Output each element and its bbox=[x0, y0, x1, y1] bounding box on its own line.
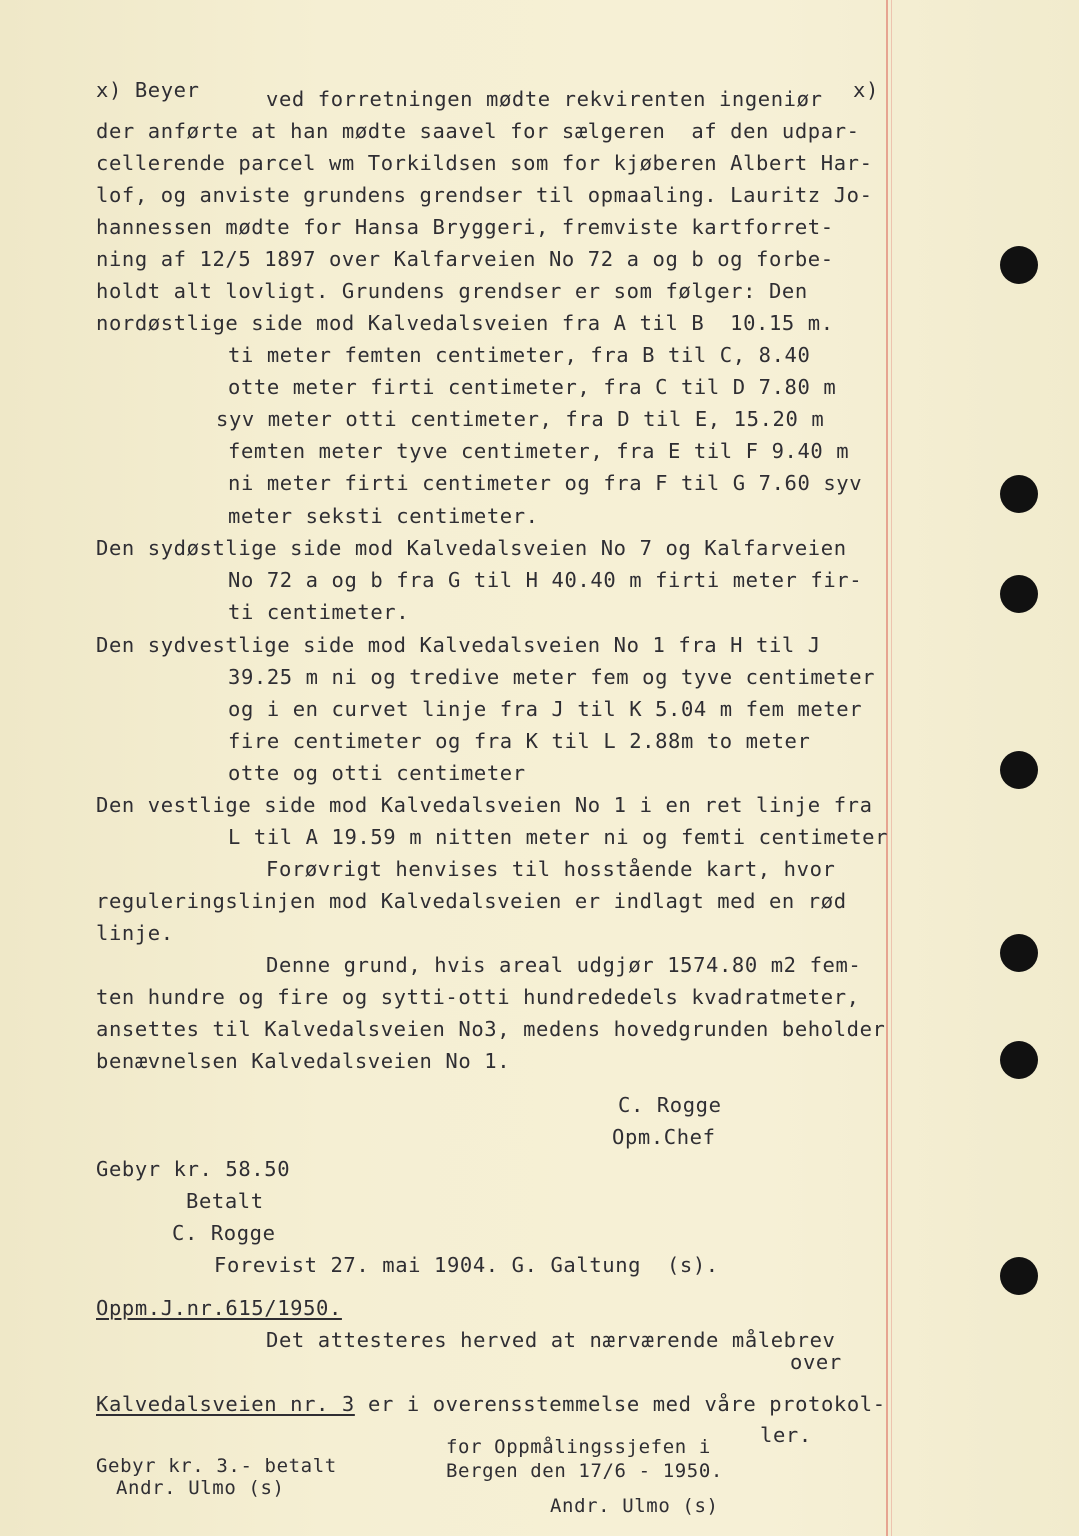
margin-note-left: x) Beyer bbox=[96, 78, 200, 102]
office-line: for Oppmålingssjefen i bbox=[446, 1436, 711, 1458]
punch-hole bbox=[1000, 934, 1038, 972]
punch-hole bbox=[1000, 246, 1038, 284]
fee-paid: Betalt bbox=[186, 1189, 264, 1213]
text-line: femten meter tyve centimeter, fra E til F 9.40 m bbox=[228, 439, 850, 463]
text-line: ti centimeter. bbox=[228, 600, 410, 624]
text-line: ansettes til Kalvedalsveien No3, medens hovedgrunden beholder bbox=[96, 1017, 886, 1041]
office-signature: Andr. Ulmo (s) bbox=[550, 1495, 719, 1517]
fee2-signature: Andr. Ulmo (s) bbox=[116, 1477, 285, 1499]
text-line: og i en curvet linje fra J til K 5.04 m fem meter bbox=[228, 697, 863, 721]
attest-rest: er i overensstemmelse med våre protokol- bbox=[368, 1392, 886, 1416]
punch-hole bbox=[1000, 575, 1038, 613]
fee2-line: Gebyr kr. 3.- betalt bbox=[96, 1455, 337, 1477]
journal-number: Oppm.J.nr.615/1950. bbox=[96, 1296, 342, 1320]
attest-end: ler. bbox=[760, 1423, 812, 1447]
fee-signature: C. Rogge bbox=[172, 1221, 276, 1245]
text-line: Forøvrigt henvises til hosstående kart, hvor bbox=[266, 857, 836, 881]
text-line: Den sydøstlige side mod Kalvedalsveien No 7 og Kalfarveien bbox=[96, 536, 847, 560]
signature-name: C. Rogge bbox=[618, 1093, 722, 1117]
text-line: benævnelsen Kalvedalsveien No 1. bbox=[96, 1049, 511, 1073]
text-line: ning af 12/5 1897 over Kalfarveien No 72 a og b og forbe- bbox=[96, 247, 834, 271]
text-line: ved forretningen mødte rekvirenten ingeniør bbox=[266, 87, 823, 111]
margin-rule bbox=[886, 0, 888, 1536]
text-line: Den sydvestlige side mod Kalvedalsveien No 1 fra H til J bbox=[96, 633, 821, 657]
text-line: otte meter firti centimeter, fra C til D 7.80 m bbox=[228, 375, 837, 399]
text-line: ni meter firti centimeter og fra F til G 7.60 syv bbox=[228, 471, 863, 495]
office-place-date: Bergen den 17/6 - 1950. bbox=[446, 1460, 723, 1482]
text-line: syv meter otti centimeter, fra D til E, 15.20 m bbox=[216, 407, 825, 431]
text-line: ten hundre og fire og sytti-otti hundrededels kvadratmeter, bbox=[96, 985, 860, 1009]
punch-hole bbox=[1000, 1041, 1038, 1079]
signature-title: Opm.Chef bbox=[612, 1125, 716, 1149]
text-line: No 72 a og b fra G til H 40.40 m firti meter fir- bbox=[228, 568, 863, 592]
fee-line: Gebyr kr. 58.50 bbox=[96, 1157, 291, 1181]
text-line: lof, og anviste grundens grendser til opmaaling. Lauritz Jo- bbox=[96, 183, 873, 207]
attest-subject: Kalvedalsveien nr. 3 bbox=[96, 1392, 355, 1416]
text-line: meter seksti centimeter. bbox=[228, 504, 539, 528]
punch-hole bbox=[1000, 475, 1038, 513]
text-line: nordøstlige side mod Kalvedalsveien fra A til B 10.15 m. bbox=[96, 311, 834, 335]
text-line: fire centimeter og fra K til L 2.88m to meter bbox=[228, 729, 811, 753]
margin-note-right: x) bbox=[853, 78, 879, 102]
text-line: cellerende parcel wm Torkildsen som for kjøberen Albert Har- bbox=[96, 151, 873, 175]
text-line: L til A 19.59 m nitten meter ni og femti centimeter bbox=[228, 825, 889, 849]
text-line: linje. bbox=[96, 921, 174, 945]
attest-line: Det attesteres herved at nærværende målebrev bbox=[266, 1328, 836, 1352]
margin-rule-secondary bbox=[891, 0, 892, 1536]
text-line: 39.25 m ni og tredive meter fem og tyve centimeter bbox=[228, 665, 876, 689]
punch-hole bbox=[1000, 1257, 1038, 1295]
text-line: otte og otti centimeter bbox=[228, 761, 526, 785]
text-line: holdt alt lovligt. Grundens grendser er som følger: Den bbox=[96, 279, 808, 303]
text-line: reguleringslinjen mod Kalvedalsveien er indlagt med en rød bbox=[96, 889, 847, 913]
punch-hole bbox=[1000, 751, 1038, 789]
text-line: hannessen mødte for Hansa Bryggeri, fremviste kartforret- bbox=[96, 215, 834, 239]
text-line: der anførte at han mødte saavel for sælgeren af den udpar- bbox=[96, 119, 860, 143]
text-line: Den vestlige side mod Kalvedalsveien No 1 i en ret linje fra bbox=[96, 793, 873, 817]
attest-over: over bbox=[790, 1350, 842, 1374]
text-line: ti meter femten centimeter, fra B til C, 8.40 bbox=[228, 343, 811, 367]
presented-line: Forevist 27. mai 1904. G. Galtung (s). bbox=[214, 1253, 719, 1277]
text-line: Denne grund, hvis areal udgjør 1574.80 m2 fem- bbox=[266, 953, 862, 977]
